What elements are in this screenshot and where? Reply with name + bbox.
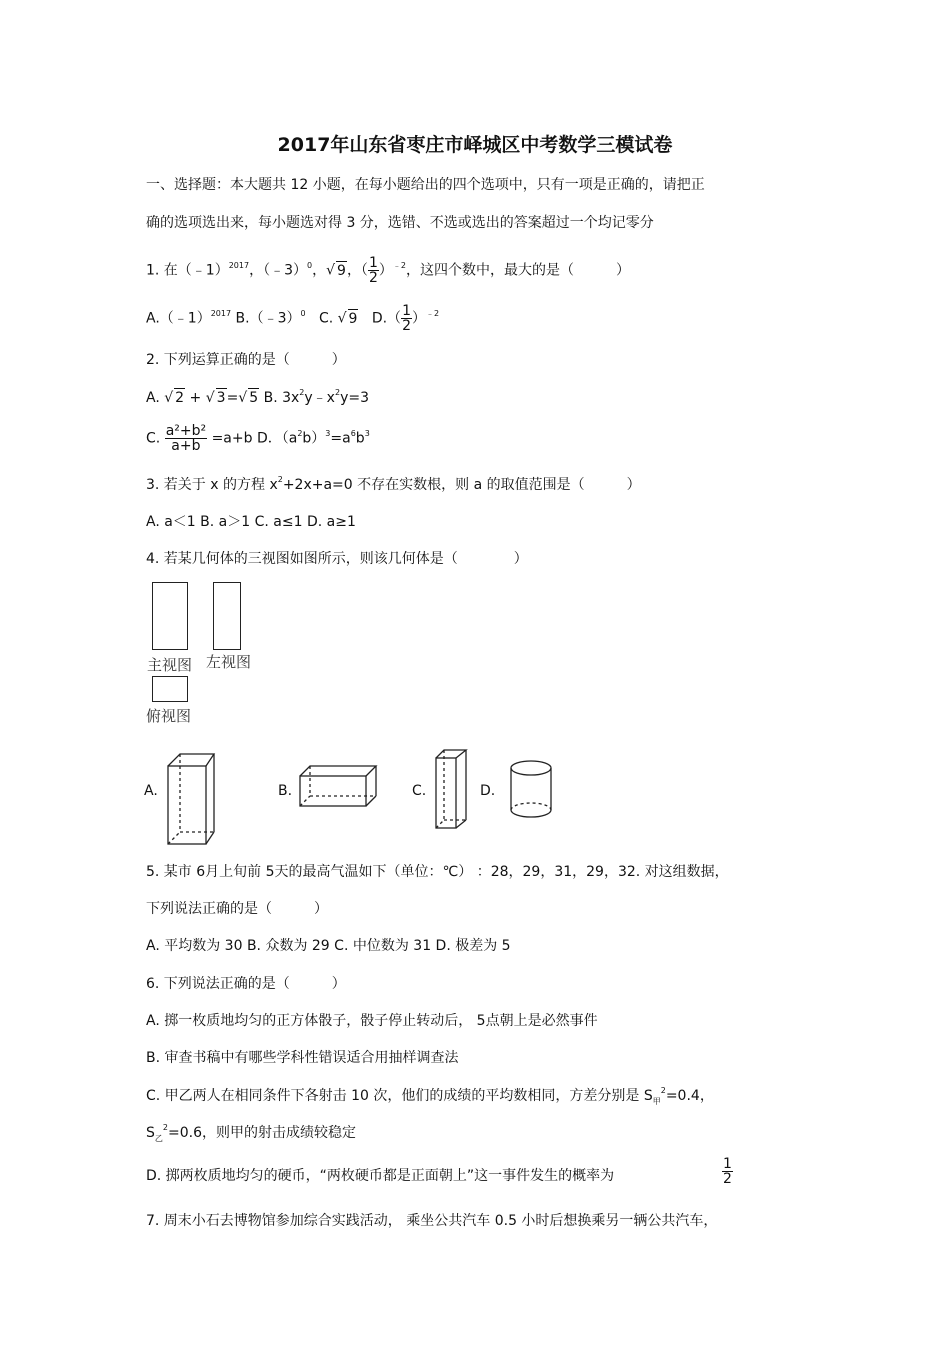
option-b-label: B. xyxy=(278,783,293,799)
question-1-options: A.（﹣1）$^{2017}$ B.（﹣3）$^0$ C. √ 9 D.（ $\frac{1}{2}$ ）$^{﹣2}$ xyxy=(146,303,440,334)
section-intro-line1: 一、选择题：本大题共 12 小题，在每小题给出的四个选项中，只有一项是正确的，请把正 xyxy=(146,177,705,193)
question-6-option-c-line1: C. 甲乙两人在相同条件下各射击 10 次，他们的成绩的平均数相同，方差分别是 $S_甲^2=0.4$， xyxy=(146,1086,714,1106)
question-6-option-d: D. 掷两枚质地均匀的硬币，“两枚硬币都是正面朝上”这一事件发生的概率为 xyxy=(146,1168,615,1184)
option-d-label: D. xyxy=(480,783,496,799)
option-b-flat-prism-figure xyxy=(296,764,382,810)
question-5-options: A. 平均数为 30 B. 众数为 29 C. 中位数为 31 D. 极差为 5 xyxy=(146,938,511,954)
top-view-label: 俯视图 xyxy=(146,707,192,725)
question-2-stem: 2. 下列运算正确的是（ ） xyxy=(146,352,346,368)
option-c-label: C. xyxy=(412,783,427,799)
option-a-label: A. xyxy=(144,783,158,799)
left-view-rect xyxy=(213,582,241,650)
page-title: 2017年山东省枣庄市峄城区中考数学三模试卷 xyxy=(277,134,673,156)
question-6-option-d-fraction: $\frac{1}{2}$ xyxy=(723,1156,732,1187)
option-a-tall-prism-figure xyxy=(162,752,220,848)
question-2-options-ab: A. √ 2 + √ 3=√ 5 B. $3x^2y﹣x^2y=3$ xyxy=(146,388,369,406)
option-d-cylinder-figure xyxy=(506,758,556,822)
question-6-option-c-line2: $S_乙^2=0.6$，则甲的射击成绩较稳定 xyxy=(146,1123,356,1143)
question-6-option-a: A. 掷一枚质地均匀的正方体骰子，骰子停止转动后， 5点朝上是必然事件 xyxy=(146,1013,598,1029)
front-view-rect xyxy=(152,582,188,650)
left-view-label: 左视图 xyxy=(206,653,252,671)
question-6-stem: 6. 下列说法正确的是（ ） xyxy=(146,976,346,992)
question-3-stem: 3. 若关于 x 的方程 $x^2+2x+a=0$ 不存在实数根，则 a 的取值范围是（ ） xyxy=(146,475,641,493)
question-7-stem-line1: 7. 周末小石去博物馆参加综合实践活动， 乘坐公共汽车 0.5 小时后想换乘另一辆公共汽车， xyxy=(146,1213,718,1229)
top-view-rect xyxy=(152,676,188,702)
section-intro-line2: 确的选项选出来，每小题选对得 3 分，选错、不选或选出的答案超过一个均记零分 xyxy=(146,215,654,231)
question-2-options-cd: C. $\frac{\text{a²+b²}}{a+b}$ =a+b D．$(a^2b)^3=a^6b^3$ xyxy=(146,423,370,454)
front-view-label: 主视图 xyxy=(147,656,193,674)
question-4-stem: 4. 若某几何体的三视图如图所示，则该几何体是（ ） xyxy=(146,551,528,567)
question-6-option-b: B. 审查书稿中有哪些学科性错误适合用抽样调查法 xyxy=(146,1050,459,1066)
question-3-options: A. a＜1 B. a＞1 C. a≤1 D. a≥1 xyxy=(146,514,356,530)
option-c-triangular-prism-figure xyxy=(430,748,474,832)
question-5-stem-line1: 5. 某市 6月上旬前 5天的最高气温如下（单位：℃） ：28，29，31，29，32. 对这组数据， xyxy=(146,864,729,880)
question-1-stem: 1. 在（﹣1）$^{2017}$，（﹣3）$^0$，√ 9，（ $\frac{1}{2}$ ）$^{﹣2}$，这四个数中，最大的是（ ） xyxy=(146,255,630,286)
question-5-stem-line2: 下列说法正确的是（ ） xyxy=(146,901,328,917)
